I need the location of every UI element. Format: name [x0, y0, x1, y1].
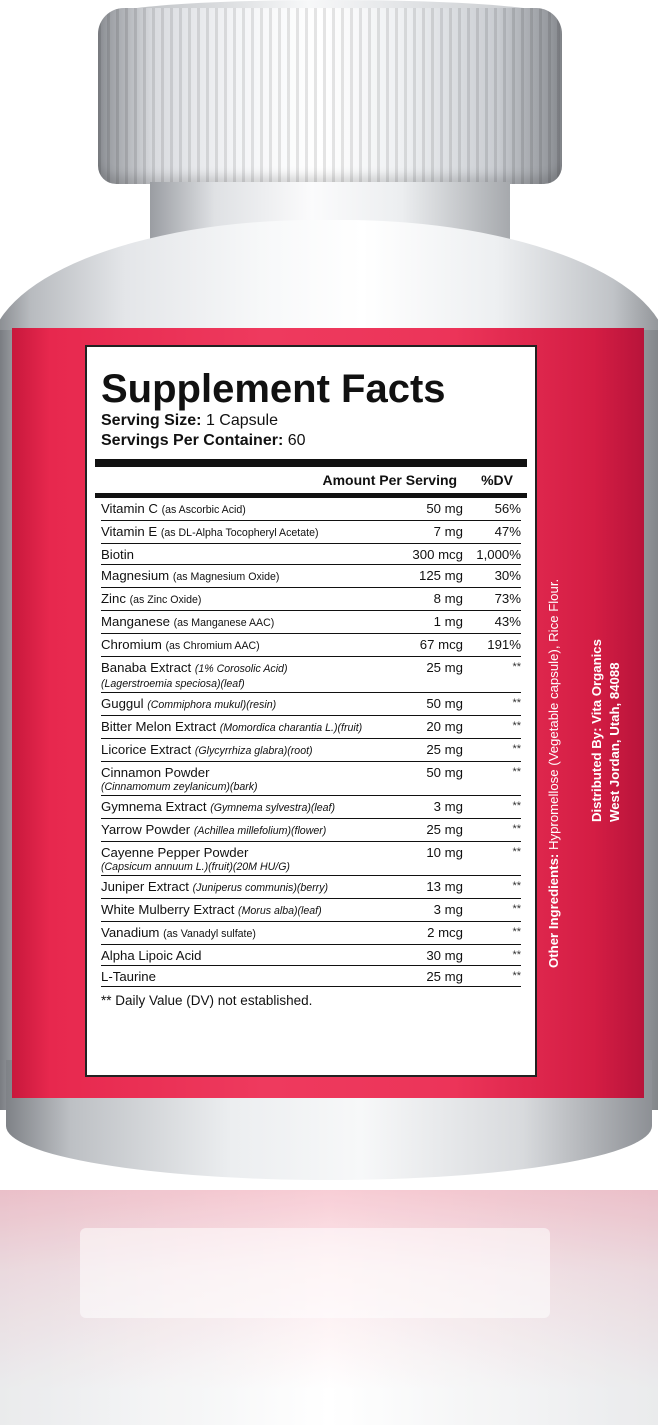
ingredient-amount: 10 mg	[426, 845, 463, 860]
ingredient-amount: 8 mg	[433, 591, 463, 606]
ingredient-row	[101, 842, 521, 876]
ingredient-amount: 3 mg	[433, 799, 463, 814]
ingredient-row	[101, 498, 521, 521]
ingredient-source: (as Zinc Oxide)	[129, 594, 202, 606]
ingredient-row	[101, 945, 521, 966]
ingredient-row	[101, 634, 521, 657]
ingredient-source: (as DL-Alpha Tocopheryl Acetate)	[160, 527, 319, 539]
ingredient-name-text: Guggul	[101, 696, 144, 711]
ingredient-dv: **	[512, 926, 521, 938]
ingredient-name	[101, 613, 389, 632]
ingredient-name	[101, 523, 389, 542]
supplement-facts-panel	[85, 345, 537, 1077]
ingredient-row	[101, 693, 521, 716]
dv-header: %DV	[481, 472, 513, 488]
ingredient-row	[101, 876, 521, 899]
ingredient-amount: 50 mg	[426, 501, 463, 516]
ingredient-amount: 25 mg	[426, 660, 463, 675]
ingredient-name-text: Cayenne Pepper Powder	[101, 845, 249, 860]
ingredient-name-text: L-Taurine	[101, 969, 156, 984]
ingredient-name	[101, 844, 389, 874]
ingredient-amount: 50 mg	[426, 696, 463, 711]
ingredient-dv: **	[512, 800, 521, 812]
ingredient-name	[101, 947, 389, 964]
ingredient-name-text: Manganese	[101, 614, 170, 629]
distributor-info	[588, 639, 624, 822]
ingredient-name	[101, 821, 389, 840]
ingredient-row	[101, 819, 521, 842]
ingredient-name-text: Juniper Extract	[101, 879, 189, 894]
serving-size-value: 1 Capsule	[205, 412, 278, 429]
ingredient-dv: 43%	[494, 614, 521, 629]
ingredient-botanical: (Cinnamomum zeylanicum)(bark)	[101, 781, 258, 793]
ingredient-name	[101, 924, 389, 943]
ingredient-name	[101, 500, 389, 519]
ingredient-row	[101, 521, 521, 544]
ingredient-name-text: Magnesium	[101, 568, 170, 583]
ingredient-source: (as Chromium AAC)	[165, 640, 260, 652]
ingredient-amount: 25 mg	[426, 742, 463, 757]
column-header	[101, 467, 521, 493]
distributor-line-2: West Jordan, Utah, 84088	[607, 662, 622, 822]
ingredient-row	[101, 544, 521, 565]
ingredient-dv: **	[512, 743, 521, 755]
ingredient-row	[101, 796, 521, 819]
ingredient-dv: **	[512, 846, 521, 858]
ingredient-dv: **	[512, 903, 521, 915]
ingredient-name	[101, 764, 389, 794]
serving-size	[101, 411, 521, 431]
serving-size-label: Serving Size:	[101, 412, 202, 429]
servings-value: 60	[287, 432, 306, 449]
ingredient-source: (Momordica charantia L.)(fruit)	[219, 722, 363, 734]
ingredient-name-text: Banaba Extract	[101, 660, 192, 675]
ingredient-dv: **	[512, 970, 521, 982]
ingredient-name-text: Licorice Extract	[101, 742, 192, 757]
ingredient-name-text: White Mulberry Extract	[101, 902, 235, 917]
ingredient-name-text: Biotin	[101, 547, 134, 562]
ingredient-dv: 56%	[494, 501, 521, 516]
ingredient-source: (Glycyrrhiza glabra)(root)	[194, 745, 313, 757]
distributor-line-1: Distributed By: Vita Organics	[589, 639, 604, 822]
servings-per-container	[101, 431, 521, 451]
amount-header: Amount Per Serving	[322, 472, 458, 488]
ingredient-name	[101, 636, 389, 655]
ingredient-dv: 191%	[487, 637, 521, 652]
facts-title: Supplement Facts	[101, 367, 446, 411]
ingredient-source: (Morus alba)(leaf)	[238, 905, 322, 917]
ingredient-dv: 30%	[494, 568, 521, 583]
ingredient-source: (Juniperus communis)(berry)	[192, 882, 329, 894]
ingredient-row	[101, 657, 521, 693]
ingredient-dv: 73%	[494, 591, 521, 606]
ingredient-amount: 3 mg	[433, 902, 463, 917]
ingredient-row	[101, 922, 521, 945]
thick-divider	[95, 459, 527, 467]
ingredient-source: (as Manganese AAC)	[173, 617, 275, 629]
footnote: ** Daily Value (DV) not established.	[101, 993, 313, 1008]
ingredient-amount: 25 mg	[426, 822, 463, 837]
ingredient-amount: 67 mcg	[419, 637, 463, 652]
ingredient-dv: 47%	[494, 524, 521, 539]
ingredient-dv: 1,000%	[476, 547, 521, 562]
ingredient-name-text: Zinc	[101, 591, 126, 606]
ingredient-name	[101, 567, 389, 586]
ingredient-botanical: (Capsicum annuum L.)(fruit)(20M HU/G)	[101, 861, 290, 873]
ingredient-row	[101, 762, 521, 796]
ingredient-name	[101, 968, 389, 985]
ingredient-amount: 20 mg	[426, 719, 463, 734]
ingredient-dv: **	[512, 661, 521, 673]
ingredient-rows	[101, 498, 521, 987]
ingredient-dv: **	[512, 720, 521, 732]
servings-label: Servings Per Container:	[101, 432, 284, 449]
ingredient-name	[101, 695, 389, 714]
ingredient-row	[101, 899, 521, 922]
ingredient-row	[101, 716, 521, 739]
ingredient-botanical: (Lagerstroemia speciosa)(leaf)	[101, 678, 245, 690]
ingredient-source: (as Magnesium Oxide)	[172, 571, 280, 583]
ingredient-row	[101, 966, 521, 987]
ingredient-name-text: Gymnema Extract	[101, 799, 207, 814]
ingredient-source: (Gymnema sylvestra)(leaf)	[210, 802, 335, 814]
ingredient-name-text: Chromium	[101, 637, 162, 652]
ingredient-row	[101, 739, 521, 762]
ingredient-amount: 25 mg	[426, 969, 463, 984]
ingredient-source: (1% Corosolic Acid)	[194, 663, 288, 675]
ingredient-name	[101, 798, 389, 817]
ingredient-source: (as Ascorbic Acid)	[161, 504, 246, 516]
ingredient-amount: 1 mg	[433, 614, 463, 629]
other-ingredients	[546, 579, 561, 968]
ingredient-name-text: Alpha Lipoic Acid	[101, 948, 202, 963]
ingredient-name	[101, 718, 389, 737]
ingredient-source: (Achillea millefolium)(flower)	[193, 825, 327, 837]
ingredient-dv: **	[512, 697, 521, 709]
ingredient-amount: 2 mcg	[427, 925, 463, 940]
ingredient-amount: 125 mg	[419, 568, 463, 583]
reflection-ghost	[80, 1228, 550, 1318]
ingredient-row	[101, 565, 521, 588]
ingredient-name-text: Vanadium	[101, 925, 160, 940]
ingredient-dv: **	[512, 823, 521, 835]
ingredient-row	[101, 588, 521, 611]
ingredient-name-text: Yarrow Powder	[101, 822, 191, 837]
ingredient-name	[101, 546, 389, 563]
ingredient-dv: **	[512, 949, 521, 961]
ingredient-amount: 300 mcg	[412, 547, 463, 562]
bottle-reflection	[0, 1190, 658, 1425]
ingredient-dv: **	[512, 766, 521, 778]
ingredient-dv: **	[512, 880, 521, 892]
ingredient-row	[101, 611, 521, 634]
ingredient-amount: 13 mg	[426, 879, 463, 894]
ingredient-amount: 50 mg	[426, 765, 463, 780]
ingredient-name	[101, 878, 389, 897]
ingredient-name	[101, 659, 389, 691]
ingredient-amount: 7 mg	[433, 524, 463, 539]
other-ingredients-label: Other Ingredients:	[546, 853, 561, 968]
ingredient-amount: 30 mg	[426, 948, 463, 963]
ingredient-name-text: Bitter Melon Extract	[101, 719, 217, 734]
ingredient-name	[101, 741, 389, 760]
ingredient-name	[101, 590, 389, 609]
ingredient-name-text: Vitamin E	[101, 524, 158, 539]
other-ingredients-value: Hypromellose (Vegetable capsule), Rice Flour.	[546, 578, 561, 854]
ingredient-source: (Commiphora mukul)(resin)	[147, 699, 277, 711]
ingredient-source: (as Vanadyl sulfate)	[163, 928, 256, 940]
ingredient-name-text: Vitamin C	[101, 501, 158, 516]
ingredient-name	[101, 901, 389, 920]
ingredient-name-text: Cinnamon Powder	[101, 765, 210, 780]
bottle-cap	[98, 8, 562, 184]
